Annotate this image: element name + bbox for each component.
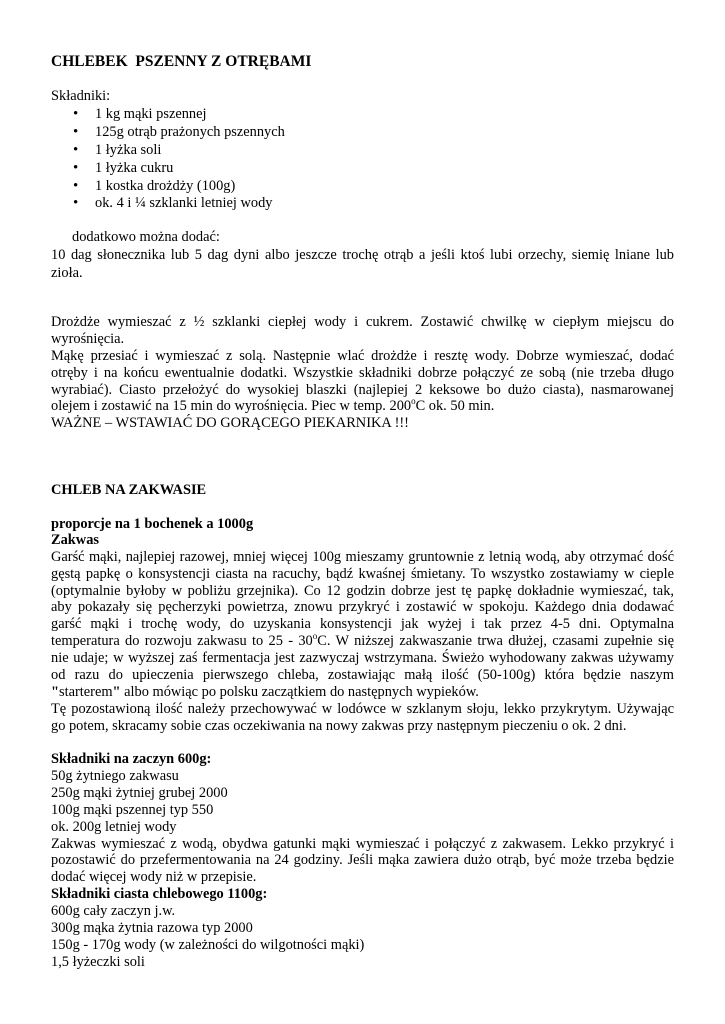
sponge-item: 250g mąki żytniej grubej 2000	[51, 785, 228, 801]
sponge-method: Zakwas wymieszać z wodą, obydwa gatunki mąki wymieszać i połączyć z zakwasem. Lekko przykryć i	[51, 836, 674, 852]
quote-mark: "	[51, 684, 59, 700]
ingredients-list	[51, 106, 674, 213]
starter-text: Garść mąki, najlepiej razowej, mniej więcej 100g mieszamy gruntownie z letnią wodą, aby otrzymać dość	[51, 549, 674, 565]
sponge-method: pozostawić do przefermentowania na 24 godziny. Jeśli mąka zawiera dużo otrąb, być może trzeba będzie	[51, 852, 674, 868]
storage-text: Tę pozostawioną ilość należy przechowywać w lodówce w szklanym słoju, lekko przykrytym. Używając	[51, 701, 674, 717]
sponge-heading-text: Składniki na zaczyn 600g:	[51, 751, 212, 767]
starter-text: nie udaje; w wyższej zaś fermentacja jest zazwyczaj wstrzymana. Świeżo wyhodowany zakwas używamy	[51, 650, 674, 666]
dough-item: 150g - 170g wody (w zależności do wilgotności mąki)	[51, 937, 365, 953]
starter-text: aby pokazały się pęcherzyki powietrza, znowu przykryć i zostawić w spokoju. Każdego dnia dodawać	[51, 599, 674, 615]
method-text-part: olejem i zostawić na 15 min do wyrośnięcia. Piec w temp. 200	[51, 398, 412, 414]
degree-sup: o	[312, 631, 318, 641]
method-text: Mąkę przesiać i wymieszać z solą. Następnie wlać drożdże i resztę wody. Dobrze wymieszać, dodać	[51, 348, 674, 364]
recipe-title-text: CHLEB NA ZAKWASIE	[51, 482, 207, 498]
storage-text: go potem, skracamy sobie czas oczekiwania na nowy zakwas przy następnym pieczeniu o ok. 2 dni.	[51, 718, 627, 734]
quote-mark: "	[112, 684, 121, 700]
method-text	[51, 398, 674, 416]
list-item: • ok. 4 i ¼ szklanki letniej wody	[51, 195, 674, 213]
sponge-method: dodać więcej wody niż w przepisie.	[51, 869, 257, 885]
sponge-item: 50g żytniego zakwasu	[51, 768, 179, 784]
proportions-heading	[51, 516, 674, 534]
optional-text: 10 dag słonecznika lub 5 dag dyni albo jeszcze trochę otrąb a jeśli ktoś lubi orzechy, siemię lniane lub	[51, 247, 674, 263]
method-text: Drożdże wymieszać z ½ szklanki ciepłej wody i cukrem. Zostawić chwilkę w ciepłym miejscu do	[51, 314, 674, 330]
method-text: otręby i na końcu ewentualnie dodatki. Wszystkie składniki dobrze połączyć ze sobą (nie trzeba długo	[51, 365, 674, 381]
starter-text-part: starterem	[59, 684, 113, 700]
dough-item: 1,5 łyżeczki soli	[51, 954, 145, 970]
dough-heading-text: Składniki ciasta chlebowego 1100g:	[51, 886, 268, 902]
method-text-part: C ok. 50 min.	[415, 398, 495, 414]
starter-text	[51, 684, 674, 702]
optional-text: zioła.	[51, 265, 83, 281]
starter-text: od razu do upieczenia pierwszego chleba, zostawiając małą ilość (50-100g) która będzie naszym	[51, 667, 674, 683]
dough-item: 600g cały zaczyn j.w.	[51, 903, 176, 919]
starter-text-part: albo mówiąc po polsku zaczątkiem do następnych wypieków.	[120, 684, 479, 700]
dough-item: 300g mąka żytnia razowa typ 2000	[51, 920, 253, 936]
degree-sup: o	[411, 396, 416, 406]
list-item: • 1 kostka drożdży (100g)	[51, 178, 674, 196]
dough-heading	[51, 886, 674, 904]
list-item: • 1 łyżka cukru	[51, 160, 674, 178]
list-item: • 125g otrąb prażonych pszennych	[51, 124, 674, 142]
warning-text: WAŻNE – WSTAWIAĆ DO GORĄCEGO PIEKARNIKA !!!	[51, 415, 409, 431]
starter-text-part: C. W niższej zakwaszanie trwa dłużej, czasami zupełnie się	[317, 633, 674, 649]
list-item: • 1 łyżka soli	[51, 142, 674, 160]
proportions-text: proporcje na 1 bochenek a 1000g	[51, 516, 254, 532]
starter-text: (optymalnie byłoby w pobliżu grzejnika). Co 12 godzin dobrze jest tę papkę dokładnie wymieszać, tak,	[51, 583, 674, 599]
starter-text	[51, 633, 674, 651]
starter-text: garść mąki i trochę wody, do uzyskania konsystencji jak wyżej i tak przez 4-5 dni. Optymalna	[51, 616, 674, 632]
starter-heading-text: Zakwas	[51, 532, 99, 548]
sponge-heading	[51, 751, 674, 769]
method-text: wyrośnięcia.	[51, 331, 125, 347]
method-text: wyrabiać). Ciasto przełożyć do wysokiej blaszki (najlepiej 2 keksowe bo dużo ciasta), nasmarowanej	[51, 382, 674, 398]
starter-heading	[51, 532, 674, 550]
sponge-item: 100g mąki pszennej typ 550	[51, 802, 214, 818]
ingredients-heading: Składniki:	[51, 88, 111, 104]
starter-text: gęstą papkę o konsystencji ciasta na racuchy, bądź kwaśnej śmietany. To wszystko zostawiamy w cieple	[51, 566, 674, 582]
starter-text-part: temperatura do rozwoju zakwasu to 25 - 30	[51, 633, 313, 649]
optional-heading: dodatkowo można dodać:	[72, 229, 220, 245]
recipe-title: CHLEBEK PSZENNY Z OTRĘBAMI	[51, 53, 312, 70]
sponge-item: ok. 200g letniej wody	[51, 819, 177, 835]
list-item: • 1 kg mąki pszennej	[51, 106, 674, 124]
recipe-title	[51, 482, 674, 500]
